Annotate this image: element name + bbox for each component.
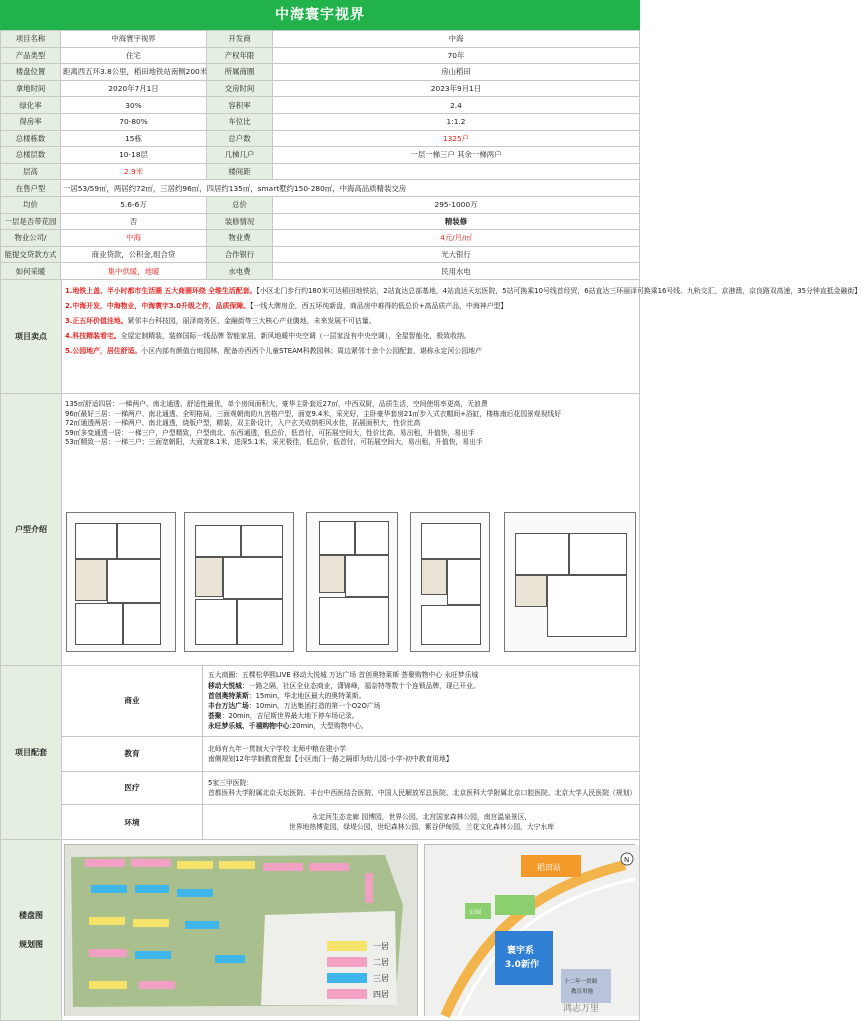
legend-two-bed: 二居: [373, 957, 389, 967]
facilities-section: [0, 666, 640, 840]
info-label: 总户数: [207, 130, 273, 147]
highlight-title: 地铁上盖、半小时都市生活圈 五大商圈环绕 全维生活配套。: [72, 286, 257, 295]
info-label: 开发商: [207, 31, 273, 48]
info-label: 物业费: [207, 230, 273, 247]
project-label: 寰宇系: [507, 945, 535, 956]
info-label: 在售户型: [1, 180, 61, 197]
info-value: 房山稻田: [273, 64, 640, 81]
location-map-drawing: [425, 845, 639, 1016]
info-label: 交房时间: [207, 80, 273, 97]
info-label: 拿地时间: [1, 80, 61, 97]
education-line: 北师有九年一贯制大宁学校 北师中粮在建小学: [208, 744, 347, 753]
floor-plan-135: [66, 512, 176, 652]
environment-list: [208, 805, 635, 840]
info-value: 1325户: [273, 130, 640, 147]
highlight-detail: 全屋定制精装，装修国际一线品牌 智能家居，新风地暖中央空调（一层家没有中央空调），全屋智能化，极致收纳。: [120, 331, 471, 340]
highlights-label: 项目卖点: [1, 280, 62, 393]
floor-plan-96: [184, 512, 294, 652]
highlight-item: [65, 301, 636, 311]
commerce-name: 首创奥特莱斯: [208, 691, 249, 700]
site-master-plan: [64, 844, 418, 1016]
info-value: 否: [61, 213, 207, 230]
commerce-line: [208, 721, 635, 731]
commerce-detail: ：一路之隔，社区全业态商业，潇锦峰，福奈特等数十个连锁品牌，现已开业。: [241, 681, 480, 690]
page-title: 中海寰宇视界: [0, 0, 640, 30]
commerce-row: [62, 666, 639, 737]
highlight-detail: 【小区北门步行约180米可达稻田地铁站，2站直达总部基地，4站直达天坛医院，5站可换乘10号线首经贸，6站直达三环丽泽可换乘16号线、九轨交汇，京港澳，京良路双高速，35分钟直抵金融街】: [256, 286, 861, 295]
commerce-detail: ：10min，万达集团打造的第一个O2O广场: [248, 701, 381, 710]
commerce-name: 移动大悦城: [208, 681, 242, 690]
info-row: [1, 180, 640, 197]
info-value: 住宅: [61, 47, 207, 64]
school-label: 十二年一贯制: [564, 978, 598, 985]
info-value: 2023年9月1日: [273, 80, 640, 97]
site-label: [1, 840, 62, 1020]
units-body: [62, 394, 639, 665]
info-value: 4元/月/㎡: [273, 230, 640, 247]
commerce-label: 商业: [62, 666, 203, 736]
info-label: 产品类型: [1, 47, 61, 64]
highlight-item: [65, 316, 636, 326]
info-row: [1, 147, 640, 164]
highlight-title: 科技精装看宅。: [72, 331, 121, 340]
units-section: [0, 394, 640, 666]
info-label: 水电费: [207, 263, 273, 280]
info-label: 楼盘位置: [1, 64, 61, 81]
info-value: 中海: [61, 230, 207, 247]
info-row: [1, 113, 640, 130]
info-label: 绿化率: [1, 97, 61, 114]
info-value: 2.4: [273, 97, 640, 114]
info-value: 1:1.2: [273, 113, 640, 130]
info-value: 15栋: [61, 130, 207, 147]
north-arrow-icon: N: [624, 855, 630, 864]
info-label: 层高: [1, 163, 61, 180]
site-label-line2: 规划图: [19, 939, 43, 949]
highlight-number: 3.: [65, 316, 73, 325]
info-label: 所属商圈: [207, 64, 273, 81]
education-list: [208, 737, 635, 771]
info-row: [1, 97, 640, 114]
info-value: 集中供暖，地暖: [61, 263, 207, 280]
medical-row: [62, 772, 639, 805]
info-label: 总价: [207, 196, 273, 213]
unit-description: 96㎡最好三居：一梯两户、南北通透、全明格局，三面观朝南的九宫格户型，面宽9.4米，采光好，主卧豪华套房21㎡步入式衣帽间+浴缸，楼栋南后花园景观视线好: [65, 409, 561, 418]
info-label: 均价: [1, 196, 61, 213]
info-value: 光大银行: [273, 246, 640, 263]
station-label: 稻田站: [537, 862, 561, 872]
commerce-list: [208, 666, 635, 736]
site-location-map: [424, 844, 635, 1016]
highlight-detail: 紧邻丰台科技园，丽泽商务区，金融街等三大核心产业腹地，未来发展不可估量。: [127, 316, 376, 325]
highlights-list: [62, 280, 861, 393]
highlight-detail: 小区内部有颜值台地园林，配备亦西西个儿童STEAM科教园林；周边紧邻十余个公园配套，堪称永定河公园地产: [141, 346, 482, 355]
environment-line: 永定河生态走廊 园博园，世界公园，北宫国家森林公园，南宫温泉景区，: [311, 813, 532, 822]
info-label: 合作银行: [207, 246, 273, 263]
commerce-name: 丰台万达广场: [208, 701, 249, 710]
unit-description: 53㎡精致一居：一梯三户；三面宽朝阳，大面宽8.1米，进深5.1米，采光极佳，低总价，低首付，可拓展空间大，易出租，升值快，易出手: [65, 438, 483, 447]
info-value: 民用水电: [273, 263, 640, 280]
info-label: 几梯几户: [207, 147, 273, 164]
education-line: 南侧规划12年学制教育配套【小区南门一路之隔即为幼儿园-小学-初中教育用地】: [208, 754, 453, 763]
highlight-number: 2.: [65, 301, 73, 310]
units-label: 户型介绍: [1, 394, 62, 665]
highlights-section: [0, 280, 861, 394]
education-row: [62, 737, 639, 772]
info-row: [1, 47, 640, 64]
medical-line: 5家三甲医院：: [208, 778, 254, 787]
info-value: 一层一梯三户 其余一梯两户: [273, 147, 640, 164]
info-label: 如何采暖: [1, 263, 61, 280]
unit-description: 72㎡通透两居：一梯两户、南北通透，烧版户型，精装，双主卧设计，入户玄关收纳柜风水佳，拓展面积大，性价比高: [65, 419, 421, 428]
commerce-line: [208, 670, 635, 680]
commerce-line: [208, 701, 635, 711]
info-value: 5.6-6万: [61, 196, 207, 213]
info-row: [1, 213, 640, 230]
info-value: 一居53/59㎡，两居约72㎡，三居约96㎡，四居约135㎡，smart墅约150-280㎡，中海高品质精装交房: [61, 180, 640, 197]
facilities-label: 项目配套: [1, 666, 62, 839]
commerce-detail: ：15min，华北地区最大的奥特莱斯。: [248, 691, 366, 700]
unit-description: 59㎡多变通透一居：一梯三户，户型精致，户型南北、东西通透，低总价，低首付，可拓展空间大，性价比高，易出租，升值快，易出手: [65, 428, 475, 437]
education-label: 教育: [62, 737, 203, 771]
commerce-detail: :20min，大型购物中心。: [289, 722, 368, 731]
highlight-title: 正五环价值洼地。: [72, 316, 128, 325]
info-row: [1, 230, 640, 247]
info-value: 中海: [273, 31, 640, 48]
info-value: 中海寰宇视界: [61, 31, 207, 48]
info-row: [1, 196, 640, 213]
floor-plan-72: [306, 512, 398, 652]
floor-plans: [66, 512, 635, 652]
units-list: [62, 394, 639, 448]
info-label: 一层是否带花园: [1, 213, 61, 230]
facilities-body: [62, 666, 639, 839]
highlight-title: 中海开发，中海物业，中海寰宇3.0升级之作，品质保障。: [72, 301, 251, 310]
info-row: [1, 130, 640, 147]
highlight-detail: 【一线大牌房企，西五环纯新盘，商品房中难得的低总价+高品质产品，中海神户型】: [250, 301, 508, 310]
info-value: 70年: [273, 47, 640, 64]
info-label: 产权年限: [207, 47, 273, 64]
info-label: 得房率: [1, 113, 61, 130]
commerce-name: 永旺梦乐城、千禧购物中心: [208, 722, 290, 731]
info-label: 总楼栋数: [1, 130, 61, 147]
info-row: [1, 31, 640, 48]
project-label-2: 3.0新作: [505, 959, 539, 970]
info-label: 装修情况: [207, 213, 273, 230]
commerce-detail: 五大商圈：五棵松华熙LIVE 移动大悦城 万达广场 首创奥特莱斯 荟聚购物中心 永旺梦乐城: [208, 671, 479, 680]
info-row: [1, 246, 640, 263]
highlight-number: 1.: [65, 286, 73, 295]
info-row: [1, 163, 640, 180]
floor-plan-59: [410, 512, 490, 652]
info-label: 容积率: [207, 97, 273, 114]
info-row: [1, 64, 640, 81]
commerce-line: [208, 711, 635, 721]
highlight-item: [65, 331, 636, 341]
info-value: 30%: [61, 97, 207, 114]
highlight-number: 5.: [65, 346, 73, 355]
unit-description: 135㎡舒适四居：一梯两户、南北通透、舒适性最优，单个房间面积大，豪华主卧套近27㎡，中西双厨，品质生活，空间使用率更高，无浪费: [65, 399, 488, 408]
highlight-number: 4.: [65, 331, 73, 340]
park-label: 公园: [469, 908, 482, 916]
highlight-item: [65, 286, 861, 296]
info-value: 2.9米: [61, 163, 207, 180]
info-table: [0, 30, 640, 280]
school-label-2: 教育用地: [571, 988, 594, 995]
environment-row: [62, 805, 639, 840]
info-label: 能提交贷款方式: [1, 246, 61, 263]
master-plan-drawing: [65, 845, 417, 1016]
info-value: 精装修: [273, 213, 640, 230]
info-label: 项目名称: [1, 31, 61, 48]
commerce-name: 荟聚: [208, 712, 222, 721]
info-label: 楼间距: [207, 163, 273, 180]
legend-one-bed: 一居: [373, 941, 389, 951]
medical-line: 首都医科大学附属北京天坛医院、丰台中西医结合医院、中国人民解放军总医院、北京医科大学附属北京口腔医院、北京大学人民医院（规划）: [208, 788, 637, 797]
info-value: [273, 163, 640, 180]
commerce-line: [208, 681, 635, 691]
environment-line: 世界地热博览园，绿堤公园，世纪森林公园，紫谷伊甸园，兰花文化森林公园，大宁水库: [288, 823, 555, 832]
environment-label: 环境: [62, 805, 203, 840]
legend-four-bed: 四居: [373, 989, 389, 999]
info-row: [1, 263, 640, 280]
site-body: [62, 840, 639, 1020]
floor-plan-53: [504, 512, 636, 652]
info-label: 总楼层数: [1, 147, 61, 164]
medical-list: [208, 772, 635, 804]
commerce-line: [208, 691, 635, 701]
info-value: 2020年7月1日: [61, 80, 207, 97]
commerce-detail: ：20min，吉尼斯世界最大地下停车场记录。: [221, 712, 359, 721]
medical-label: 医疗: [62, 772, 203, 804]
highlight-title: 公园地产，居住舒适。: [72, 346, 142, 355]
site-section: [0, 840, 640, 1021]
info-label: 物业公司/: [1, 230, 61, 247]
site-label-line1: 楼盘图: [19, 910, 43, 920]
info-row: [1, 80, 640, 97]
info-label: 车位比: [207, 113, 273, 130]
info-value: 商业贷款，公积金,组合贷: [61, 246, 207, 263]
info-value: 距离西五环3.8公里，稻田地铁站南侧200米: [61, 64, 207, 81]
info-value: 295-1000万: [273, 196, 640, 213]
highlight-item: [65, 346, 636, 356]
legend-three-bed: 三居: [373, 973, 389, 983]
watermark: 鸿志万里: [563, 1003, 600, 1014]
info-value: 10-18层: [61, 147, 207, 164]
info-value: 70-80%: [61, 113, 207, 130]
